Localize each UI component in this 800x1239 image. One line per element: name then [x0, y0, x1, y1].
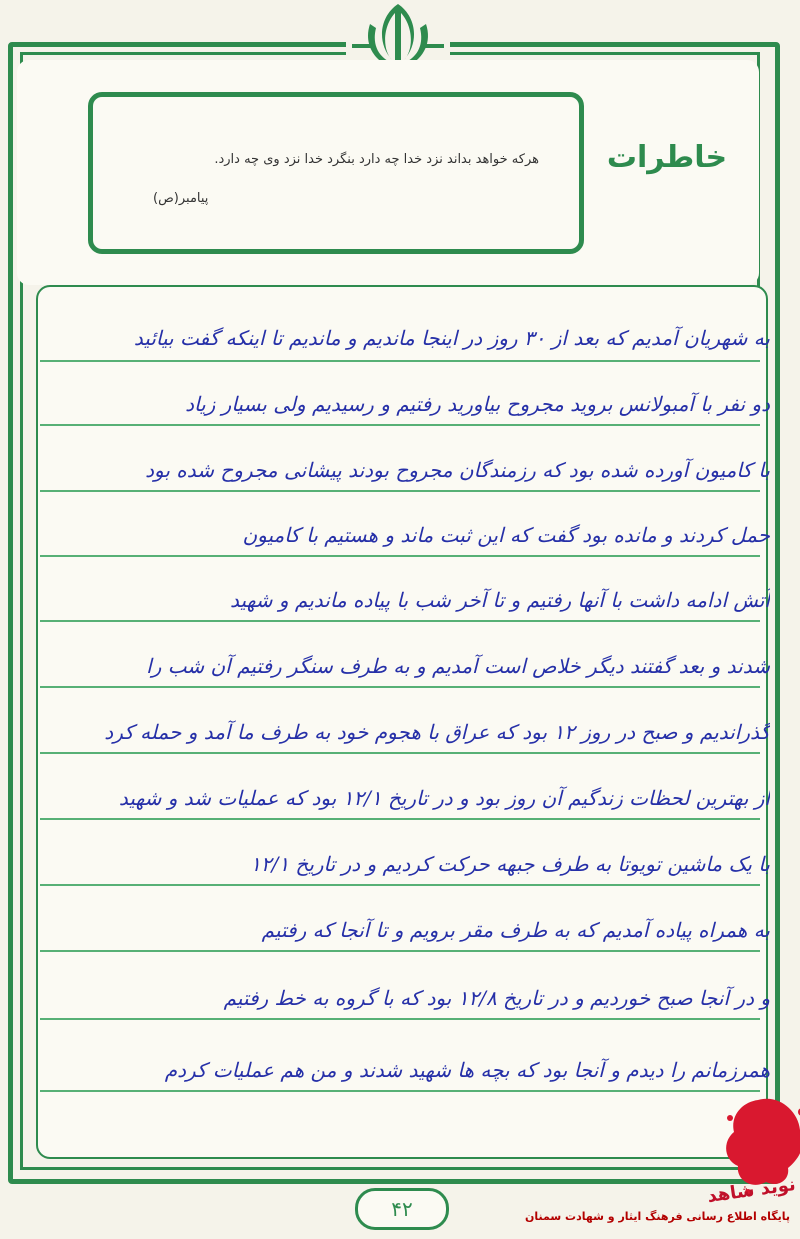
ruled-line — [40, 884, 760, 886]
ruled-line — [40, 490, 760, 492]
ruled-line — [40, 1018, 760, 1020]
hadith-quote-box — [88, 92, 584, 254]
site-label: پایگاه اطلاع رسانی فرهنگ ایثار و شهادت سمنان — [525, 1210, 790, 1223]
letter-line: آتش ادامه داشت با آنها رفتیم و تا آخر شب با پیاده ماندیم و شهید — [230, 588, 770, 612]
page-number: ۴۲ — [355, 1188, 449, 1230]
letter-line: و در آنجا صبح خوردیم و در تاریخ ۱۲/۸ بود که با گروه به خط رفتیم — [223, 986, 770, 1010]
letter-line: به همراه پیاده آمدیم که به طرف مقر برویم و تا آنجا که رفتیم — [261, 918, 770, 942]
site-logo: نوید شاهد — [706, 1173, 798, 1208]
ruled-line — [40, 686, 760, 688]
ruled-line — [40, 950, 760, 952]
letter-line: با کامیون آورده شده بود که رزمندگان مجروح بودند پیشانی مجروح شده بود — [145, 458, 770, 482]
section-title: خاطرات — [606, 140, 728, 175]
letter-line: دو نفر با آمبولانس بروید مجروح بیاورید رفتیم و رسیدیم ولی بسیار زیاد — [185, 392, 770, 416]
letter-line: به شهریان آمدیم که بعد از ۳۰ روز در اینجا ماندیم و ماندیم تا اینکه گفت بیائید — [133, 326, 770, 350]
ruled-line — [40, 752, 760, 754]
ruled-line — [40, 424, 760, 426]
letter-line: از بهترین لحظات زندگیم آن روز بود و در تاریخ ۱۲/۱ بود که عملیات شد و شهید — [118, 786, 770, 810]
ruled-line — [40, 360, 760, 362]
letter-line: همرزمانم را دیدم و آنجا بود که بچه ها شهید شدند و من هم عملیات کردم — [164, 1058, 770, 1082]
letter-line: با یک ماشین تویوتا به طرف جبهه حرکت کردیم و در تاریخ ۱۲/۱ — [250, 852, 770, 876]
letter-line: حمل کردند و مانده بود گفت که این ثبت ماند و هستیم با کامیون — [242, 523, 770, 547]
hadith-text: هرکه خواهد بداند نزد خدا چه دارد بنگرد خدا نزد وی چه دارد. — [214, 152, 539, 167]
ruled-line — [40, 1090, 760, 1092]
hadith-source: پیامبر(ص) — [153, 191, 209, 206]
letter-line: شدند و بعد گفتند دیگر خلاص است آمدیم و به طرف سنگر رفتیم آن شب را — [146, 654, 770, 678]
ruled-line — [40, 620, 760, 622]
letter-line: گذراندیم و صبح در روز ۱۲ بود که عراق با هجوم خود به طرف ما آمد و حمله کرد — [104, 720, 770, 744]
ruled-line — [40, 818, 760, 820]
ruled-line — [40, 555, 760, 557]
